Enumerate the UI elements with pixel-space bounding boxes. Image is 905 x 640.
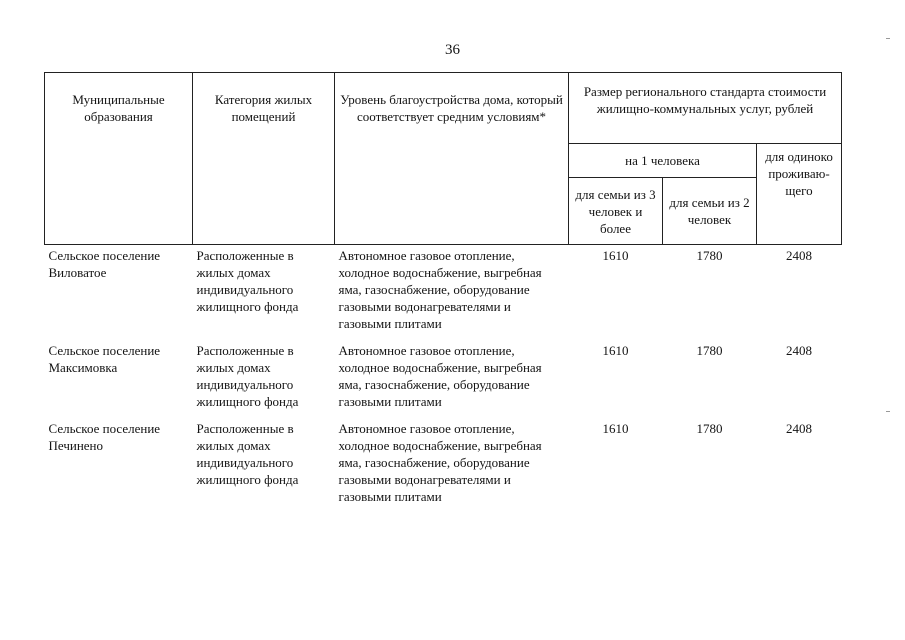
cell-amenities: Автономное газовое отопление, холодное водоснабжение, выгребная яма, газоснабжение, оборудование газовыми водонагревателями и газовыми плитами [338,421,542,504]
table-body [45,245,842,514]
cell-municipality: Сельское поселение Максимовка [48,343,161,375]
header-category: Категория жилых помещений [193,73,335,245]
cell-single: 2408 [786,248,812,263]
header-per-person: на 1 человека [569,144,757,178]
cell-single: 2408 [786,343,812,358]
cell-municipality: Сельское поселение Виловатое [48,248,161,280]
cell-category: Расположенные в жилых домах индивидуального жилищного фонда [196,421,299,487]
cell-amenities: Автономное газовое отопление, холодное водоснабжение, выгребная яма, газоснабжение, оборудование газовыми плитами [338,343,542,409]
table-row [45,418,842,513]
cell-category: Расположенные в жилых домах индивидуального жилищного фонда [196,343,299,409]
header-family3: для семьи из 3 человек и более [569,178,663,245]
cell-municipality: Сельское поселение Печинено [48,421,161,453]
header-family2: для семьи из 2 человек [663,178,757,245]
cell-family3: 1610 [602,421,629,436]
page-number: 36 [445,42,460,58]
header-amenities: Уровень благоустройства дома, который соответствует средним условиям* [335,73,569,245]
scan-mark [886,38,890,39]
header-single: для одиноко проживаю-щего [757,144,842,245]
scan-mark [886,411,890,412]
cell-family3: 1610 [602,248,629,263]
header-standard: Размер регионального стандарта стоимости жилищно-коммунальных услуг, рублей [569,73,842,144]
table-row [45,245,842,341]
housing-standard-table [44,72,842,513]
cell-family2: 1780 [696,421,723,436]
header-municipality: Муниципальные образования [45,73,193,245]
table-row [45,340,842,418]
cell-amenities: Автономное газовое отопление, холодное водоснабжение, выгребная яма, газоснабжение, оборудование газовыми водонагревателями и газовыми плитами [338,248,542,331]
cell-single: 2408 [786,421,812,436]
cell-category: Расположенные в жилых домах индивидуального жилищного фонда [196,248,299,314]
cell-family3: 1610 [602,343,629,358]
cell-family2: 1780 [696,343,723,358]
cell-family2: 1780 [696,248,723,263]
